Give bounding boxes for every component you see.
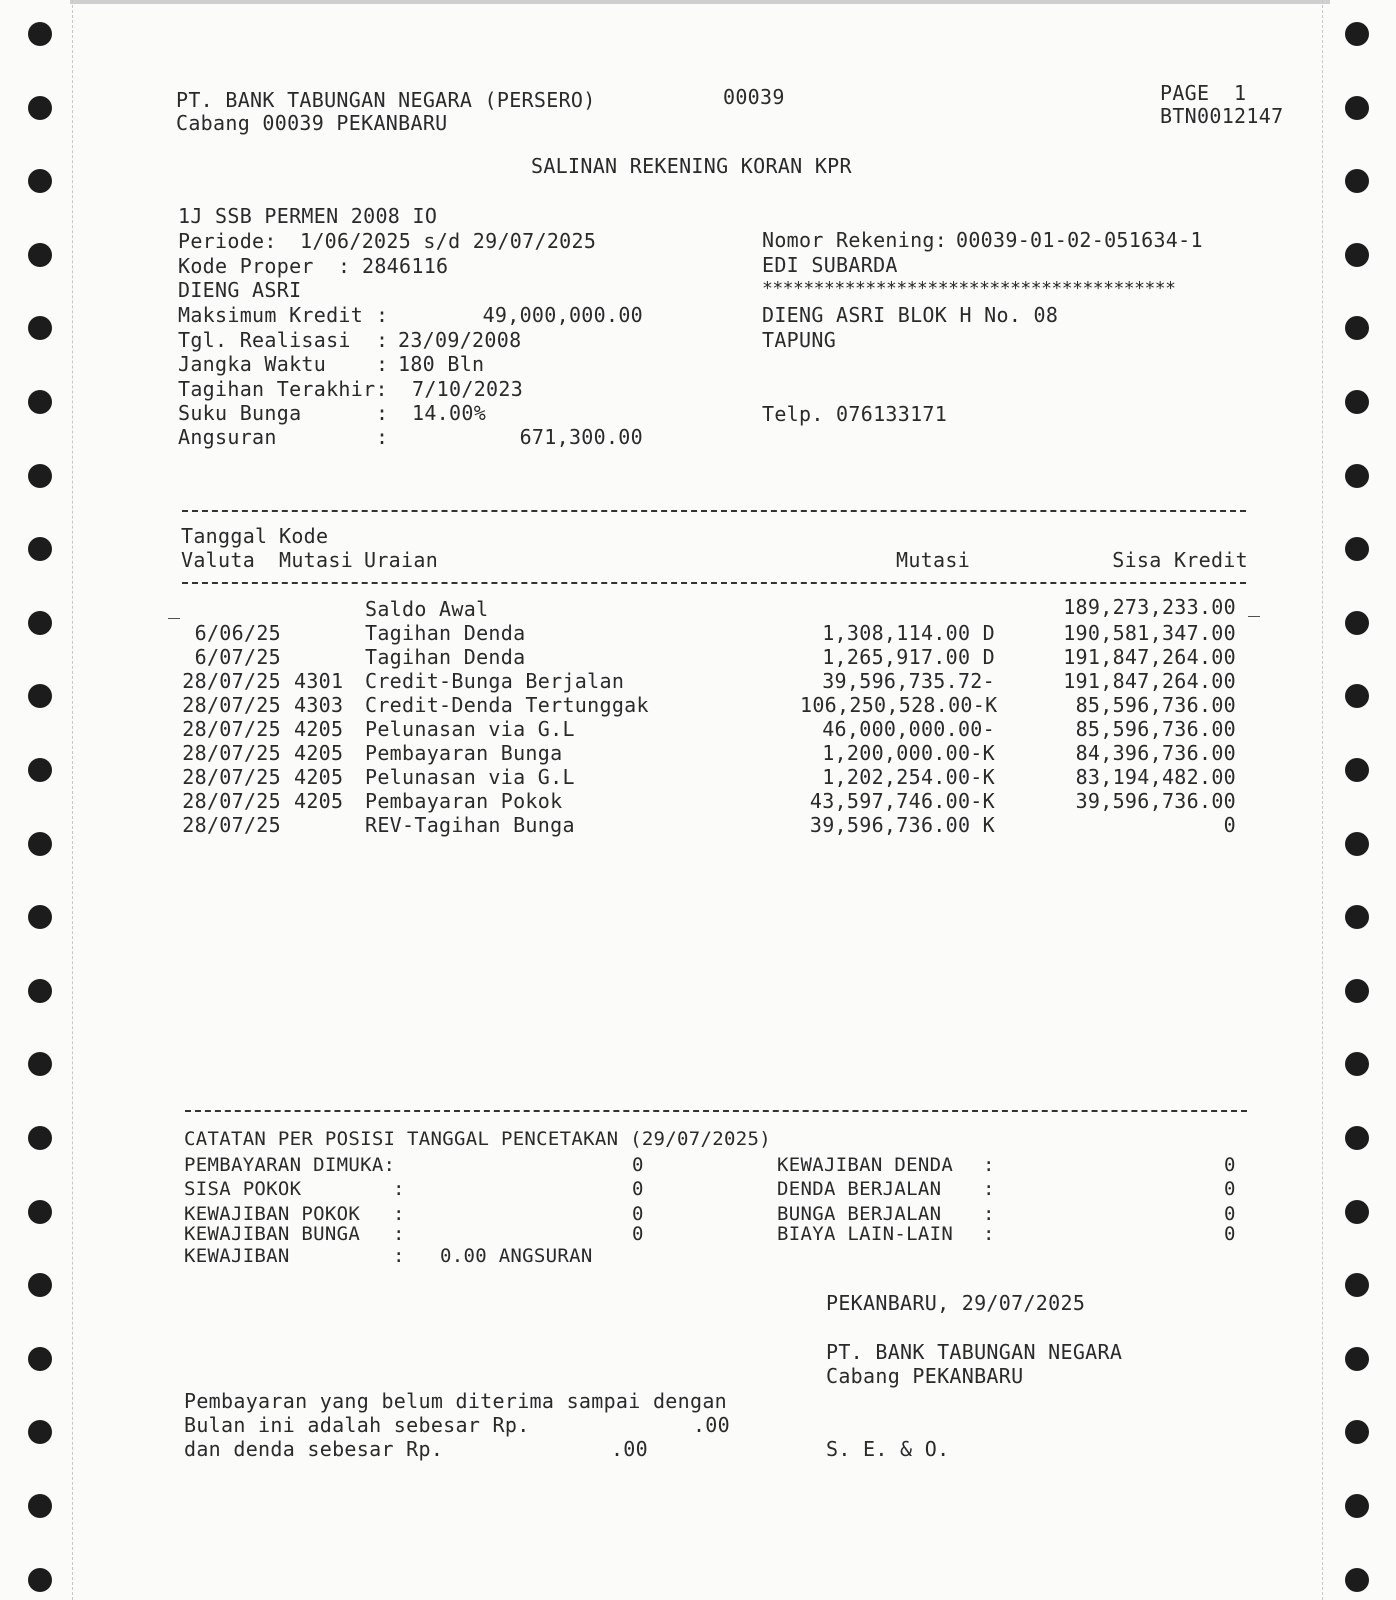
feed-hole xyxy=(28,464,52,488)
maks-kredit-label: Maksimum Kredit xyxy=(178,303,364,327)
note-left-label: KEWAJIBAN BUNGA xyxy=(184,1223,361,1245)
row-date: 28/07/25 xyxy=(182,813,281,837)
row-mutasi: 1,200,000.00-K xyxy=(822,741,995,765)
feed-hole xyxy=(1345,390,1369,414)
perforation-line-right xyxy=(1322,0,1323,1600)
feed-hole xyxy=(1345,611,1369,635)
row-code: 4205 xyxy=(294,789,344,813)
note-right-colon: : xyxy=(983,1154,995,1176)
note-left-colon: : xyxy=(393,1203,405,1225)
row-sisa-kredit: 85,596,736.00 xyxy=(1075,693,1236,717)
row-code: 4205 xyxy=(294,765,344,789)
row-mutasi: 39,596,735.72- xyxy=(822,669,995,693)
feed-hole xyxy=(28,684,52,708)
note-left-value: 0 xyxy=(632,1154,644,1176)
feed-hole xyxy=(1345,22,1369,46)
row-uraian: Credit-Denda Tertunggak xyxy=(365,693,649,717)
feed-hole xyxy=(1345,537,1369,561)
table-header-rule xyxy=(182,582,1246,584)
debtor-name: EDI SUBARDA xyxy=(762,253,898,277)
feed-hole xyxy=(28,243,52,267)
page-number: 1 xyxy=(1234,81,1247,105)
feed-hole xyxy=(1345,1273,1369,1297)
row-mutasi: 43,597,746.00-K xyxy=(809,789,995,813)
outstanding-message-2: Bulan ini adalah sebesar Rp. xyxy=(184,1413,530,1437)
product-code: 1J SSB PERMEN 2008 IO xyxy=(178,204,438,228)
signature-bank: PT. BANK TABUNGAN NEGARA xyxy=(826,1340,1123,1364)
angsuran-colon: : xyxy=(376,425,389,449)
row-date: 28/07/25 xyxy=(182,693,281,717)
tgl-realisasi-value: 23/09/2008 xyxy=(398,328,522,352)
feed-hole xyxy=(1345,1126,1369,1150)
feed-hole xyxy=(1345,1200,1369,1224)
row-code: 4301 xyxy=(294,669,344,693)
note-left-value: 0 xyxy=(632,1178,644,1200)
feed-hole xyxy=(28,1494,52,1518)
outstanding-message-1: Pembayaran yang belum diterima sampai dengan xyxy=(184,1389,728,1413)
row-sisa-kredit: 39,596,736.00 xyxy=(1075,789,1236,813)
note-left-colon: : xyxy=(393,1223,405,1245)
feed-hole xyxy=(28,611,52,635)
note-left-value: 0 xyxy=(632,1223,644,1245)
row-sisa-kredit: 83,194,482.00 xyxy=(1075,765,1236,789)
opening-balance-value: 189,273,233.00 xyxy=(1063,595,1236,619)
statement-title: SALINAN REKENING KORAN KPR xyxy=(531,154,852,178)
feed-hole xyxy=(1345,905,1369,929)
row-date: 28/07/25 xyxy=(182,741,281,765)
jangka-waktu-value: 180 Bln xyxy=(398,352,485,376)
row-uraian: Pelunasan via G.L xyxy=(365,717,575,741)
page-label: PAGE xyxy=(1160,81,1210,105)
address-line-1: DIENG ASRI BLOK H No. 08 xyxy=(762,303,1059,327)
feed-hole xyxy=(28,979,52,1003)
row-mutasi: 106,250,528.00-K xyxy=(800,693,998,717)
kode-proper-label: Kode Proper xyxy=(178,254,314,278)
project-name: DIENG ASRI xyxy=(178,278,302,302)
perforation-line-left xyxy=(72,0,73,1600)
row-uraian: REV-Tagihan Bunga xyxy=(365,813,575,837)
note-right-label: KEWAJIBAN DENDA xyxy=(777,1154,954,1176)
feed-hole xyxy=(28,96,52,120)
row-date: 28/07/25 xyxy=(182,717,281,741)
signature-code: S. E. & O. xyxy=(826,1437,950,1461)
header-kode: Kode xyxy=(279,524,329,548)
kewajiban-label: KEWAJIBAN xyxy=(184,1245,290,1267)
outstanding-amount: .00 xyxy=(692,1413,730,1437)
nomor-rekening-label: Nomor Rekening: xyxy=(762,228,948,252)
feed-hole xyxy=(28,1126,52,1150)
row-mutasi: 1,202,254.00-K xyxy=(822,765,995,789)
note-left-label: KEWAJIBAN POKOK xyxy=(184,1203,361,1225)
address-line-2: TAPUNG xyxy=(762,328,837,352)
feed-hole xyxy=(1345,1568,1369,1592)
feed-hole xyxy=(28,1347,52,1371)
feed-hole xyxy=(28,1273,52,1297)
kewajiban-colon: : xyxy=(393,1245,405,1267)
row-sisa-kredit: 0 xyxy=(1223,813,1236,837)
row-mutasi: 46,000,000.00- xyxy=(822,717,995,741)
feed-hole xyxy=(1345,464,1369,488)
signature-branch: Cabang PEKANBARU xyxy=(826,1364,1024,1388)
place-date: PEKANBARU, 29/07/2025 xyxy=(826,1291,1086,1315)
kode-proper-value: 2846116 xyxy=(362,254,449,278)
star-separator: **************************************** xyxy=(762,278,1176,299)
feed-hole xyxy=(1345,243,1369,267)
jangka-waktu-colon: : xyxy=(376,352,389,376)
header-mutasi: Mutasi xyxy=(896,548,971,572)
feed-hole xyxy=(1345,758,1369,782)
feed-hole xyxy=(28,1200,52,1224)
outstanding-message-3: dan denda sebesar Rp. xyxy=(184,1437,444,1461)
row-sisa-kredit: 191,847,264.00 xyxy=(1063,645,1236,669)
outstanding-penalty: .00 xyxy=(610,1437,648,1461)
note-right-label: DENDA BERJALAN xyxy=(777,1178,942,1200)
feed-hole xyxy=(1345,1347,1369,1371)
row-date: 6/06/25 xyxy=(194,621,281,645)
row-sisa-kredit: 84,396,736.00 xyxy=(1075,741,1236,765)
row-date: 28/07/25 xyxy=(182,669,281,693)
note-right-value: 0 xyxy=(1224,1154,1236,1176)
telephone: Telp. 076133171 xyxy=(762,402,948,426)
row-uraian: Pembayaran Pokok xyxy=(365,789,563,813)
jangka-waktu-label: Jangka Waktu xyxy=(178,352,327,376)
row-uraian: Credit-Bunga Berjalan xyxy=(365,669,625,693)
row-mutasi: 1,265,917.00 D xyxy=(822,645,995,669)
note-right-colon: : xyxy=(983,1178,995,1200)
row-uraian: Pelunasan via G.L xyxy=(365,765,575,789)
notes-title: CATATAN PER POSISI TANGGAL PENCETAKAN (29/07/2025) xyxy=(184,1128,771,1150)
left-tick-mark: _ xyxy=(168,595,181,619)
feed-hole xyxy=(28,169,52,193)
row-code: 4303 xyxy=(294,693,344,717)
row-uraian: Tagihan Denda xyxy=(365,645,526,669)
feed-hole xyxy=(28,832,52,856)
feed-hole xyxy=(28,758,52,782)
feed-hole xyxy=(1345,1494,1369,1518)
feed-hole xyxy=(1345,979,1369,1003)
row-sisa-kredit: 191,847,264.00 xyxy=(1063,669,1236,693)
row-sisa-kredit: 190,581,347.00 xyxy=(1063,621,1236,645)
feed-hole xyxy=(1345,316,1369,340)
note-right-label: BUNGA BERJALAN xyxy=(777,1203,942,1225)
tgl-realisasi-label: Tgl. Realisasi xyxy=(178,328,351,352)
feed-hole xyxy=(1345,832,1369,856)
tagihan-terakhir-label: Tagihan Terakhir: xyxy=(178,377,388,401)
row-uraian: Pembayaran Bunga xyxy=(365,741,563,765)
feed-hole xyxy=(28,537,52,561)
bank-name: PT. BANK TABUNGAN NEGARA (PERSERO) xyxy=(176,88,596,112)
row-date: 28/07/25 xyxy=(182,789,281,813)
header-mutasi-code: Mutasi xyxy=(279,548,354,572)
tgl-realisasi-colon: : xyxy=(376,328,389,352)
note-left-value: 0 xyxy=(632,1203,644,1225)
feed-hole xyxy=(1345,684,1369,708)
branch-name: Cabang 00039 PEKANBARU xyxy=(176,111,448,135)
note-left-colon: : xyxy=(393,1178,405,1200)
feed-hole xyxy=(1345,1052,1369,1076)
periode-label: Periode: xyxy=(178,229,277,253)
header-valuta: Valuta xyxy=(181,548,256,572)
paper-top-edge xyxy=(70,0,1330,4)
feed-hole xyxy=(28,905,52,929)
note-right-colon: : xyxy=(983,1203,995,1225)
feed-hole xyxy=(28,390,52,414)
periode-value: 1/06/2025 s/d 29/07/2025 xyxy=(300,229,597,253)
note-left-label: SISA POKOK xyxy=(184,1178,302,1200)
tagihan-terakhir-value: 7/10/2023 xyxy=(412,377,524,401)
kewajiban-value: 0.00 ANGSURAN xyxy=(440,1245,593,1267)
note-right-value: 0 xyxy=(1224,1223,1236,1245)
row-mutasi: 1,308,114.00 D xyxy=(822,621,995,645)
feed-hole xyxy=(28,1052,52,1076)
angsuran-value: 671,300.00 xyxy=(519,425,643,449)
row-date: 6/07/25 xyxy=(194,645,281,669)
feed-hole xyxy=(28,316,52,340)
notes-top-rule xyxy=(185,1110,1247,1112)
header-tanggal: Tanggal xyxy=(181,524,268,548)
angsuran-label: Angsuran xyxy=(178,425,277,449)
row-mutasi: 39,596,736.00 K xyxy=(809,813,995,837)
feed-hole xyxy=(28,1568,52,1592)
document-id: BTN0012147 xyxy=(1160,104,1284,128)
feed-hole xyxy=(1345,96,1369,120)
branch-code: 00039 xyxy=(723,85,785,109)
maks-kredit-colon: : xyxy=(376,303,389,327)
note-left-label: PEMBAYARAN DIMUKA: xyxy=(184,1154,396,1176)
kode-proper-colon: : xyxy=(338,254,351,278)
row-date: 28/07/25 xyxy=(182,765,281,789)
right-tick-mark: _ xyxy=(1248,593,1261,617)
maks-kredit-value: 49,000,000.00 xyxy=(482,303,643,327)
suku-bunga-label: Suku Bunga xyxy=(178,401,302,425)
header-uraian: Uraian xyxy=(364,548,439,572)
table-top-rule xyxy=(182,510,1246,512)
header-sisa-kredit: Sisa Kredit xyxy=(1112,548,1248,572)
opening-balance-label: Saldo Awal xyxy=(365,597,489,621)
row-code: 4205 xyxy=(294,717,344,741)
feed-hole xyxy=(28,1420,52,1444)
nomor-rekening-value: 00039-01-02-051634-1 xyxy=(956,228,1203,252)
suku-bunga-value: 14.00% xyxy=(412,401,487,425)
feed-hole xyxy=(1345,1420,1369,1444)
note-right-label: BIAYA LAIN-LAIN xyxy=(777,1223,954,1245)
row-sisa-kredit: 85,596,736.00 xyxy=(1075,717,1236,741)
feed-hole xyxy=(1345,169,1369,193)
row-code: 4205 xyxy=(294,741,344,765)
suku-bunga-colon: : xyxy=(376,401,389,425)
feed-hole xyxy=(28,22,52,46)
note-right-value: 0 xyxy=(1224,1203,1236,1225)
note-right-colon: : xyxy=(983,1223,995,1245)
row-uraian: Tagihan Denda xyxy=(365,621,526,645)
note-right-value: 0 xyxy=(1224,1178,1236,1200)
